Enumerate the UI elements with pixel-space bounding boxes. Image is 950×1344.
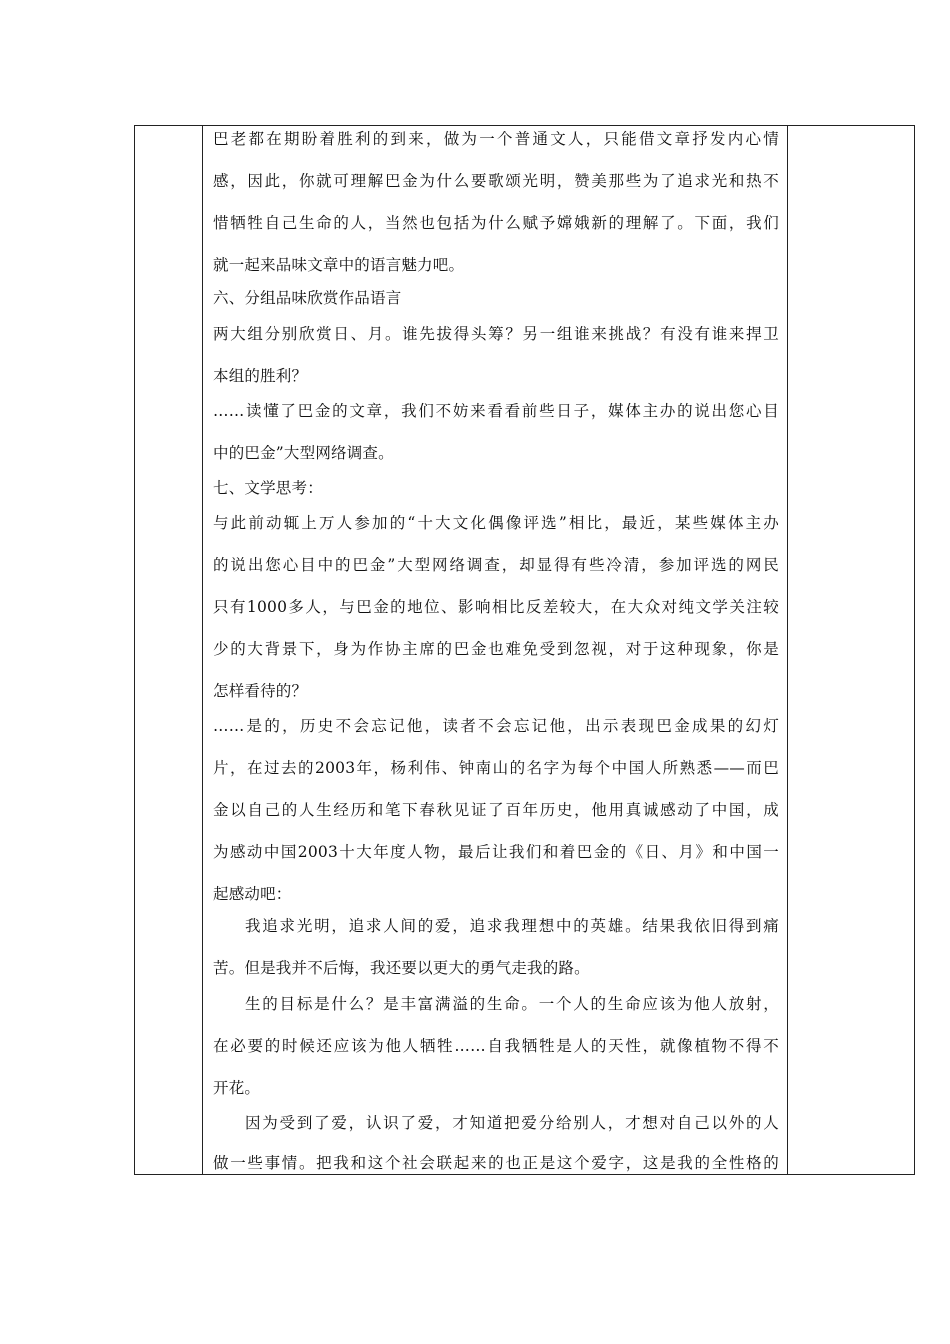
section-heading: 六、分组品味欣赏作品语言 <box>213 289 402 307</box>
text-line: 为感动中国2003十大年度人物，最后让我们和着巴金的《日、月》和中国一 <box>213 843 779 861</box>
text-line: 片，在过去的2003年，杨利伟、钟南山的名字为每个中国人所熟悉——而巴 <box>213 759 779 777</box>
text-line: 少的大背景下，身为作协主席的巴金也难免受到忽视，对于这种现象，你是 <box>213 640 779 658</box>
text-line: 金以自己的人生经历和笔下春秋见证了百年历史，他用真诚感动了中国，成 <box>213 801 779 819</box>
text-line: 的说出您心目中的巴金”大型网络调查，却显得有些冷清，参加评选的网民 <box>213 556 779 574</box>
quote-line: 生的目标是什么？是丰富满溢的生命。一个人的生命应该为他人放射， <box>245 995 779 1013</box>
text-line: 惜牺牲自己生命的人，当然也包括为什么赋予嫦娥新的理解了。下面，我们 <box>213 214 779 232</box>
text-line: 起感动吧： <box>213 885 292 903</box>
text-line: 感，因此，你就可理解巴金为什么要歌颂光明，赞美那些为了追求光和热不 <box>213 172 779 190</box>
text-line: 巴老都在期盼着胜利的到来，做为一个普通文人，只能借文章抒发内心情 <box>213 130 779 148</box>
quote-line: 苦。但是我并不后悔，我还要以更大的勇气走我的路。 <box>213 959 590 977</box>
section-heading: 七、文学思考： <box>213 479 323 497</box>
text-line: 就一起来品味文章中的语言魅力吧。 <box>213 256 465 274</box>
left-column <box>135 126 203 1174</box>
text-line: 本组的胜利？ <box>213 367 308 385</box>
text-line: 怎样看待的？ <box>213 682 308 700</box>
document-table <box>134 125 915 1175</box>
text-line: 与此前动辄上万人参加的“十大文化偶像评选”相比，最近，某些媒体主办 <box>213 514 779 532</box>
quote-line: 因为受到了爱，认识了爱，才知道把爱分给别人，才想对自己以外的人 <box>245 1114 779 1132</box>
text-line: 只有1000多人，与巴金的地位、影响相比反差较大，在大众对纯文学关注较 <box>213 598 779 616</box>
text-line: ……是的，历史不会忘记他，读者不会忘记他，出示表现巴金成果的幻灯 <box>213 717 779 735</box>
right-column <box>787 126 914 1174</box>
text-line: 两大组分别欣赏日、月。谁先拔得头筹？另一组谁来挑战？有没有谁来捍卫 <box>213 325 779 343</box>
quote-line: 在必要的时候还应该为他人牺牲……自我牺牲是人的天性，就像植物不得不 <box>213 1037 779 1055</box>
text-line: ……读懂了巴金的文章，我们不妨来看看前些日子，媒体主办的说出您心目 <box>213 402 779 420</box>
quote-line: 做一些事情。把我和这个社会联起来的也正是这个爱字，这是我的全性格的 <box>213 1154 779 1172</box>
quote-line: 我追求光明，追求人间的爱，追求我理想中的英雄。结果我依旧得到痛 <box>245 917 779 935</box>
text-line: 中的巴金”大型网络调查。 <box>213 444 394 462</box>
quote-line: 开花。 <box>213 1079 261 1097</box>
main-text-column <box>203 126 789 1174</box>
